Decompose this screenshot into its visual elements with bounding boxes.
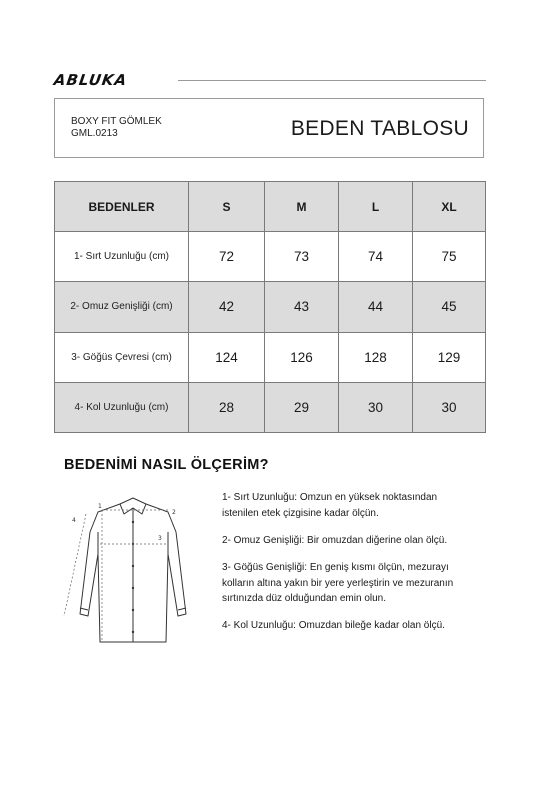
row-value: 126 — [265, 332, 339, 382]
row-value: 73 — [265, 232, 339, 282]
instruction-line: 1- Sırt Uzunluğu: Omzun en yüksek noktasından — [222, 492, 438, 503]
row-value: 44 — [339, 282, 413, 332]
row-value: 30 — [339, 382, 413, 432]
row-value: 129 — [413, 332, 486, 382]
row-value: 124 — [189, 332, 265, 382]
row-label: 4- Kol Uzunluğu (cm) — [55, 382, 189, 432]
brand-divider — [178, 80, 486, 81]
shirt-diagram-icon — [58, 492, 208, 652]
header-box — [54, 98, 484, 158]
instruction-1 — [222, 490, 492, 521]
product-info — [71, 116, 162, 140]
page-title: BEDEN TABLOSU — [290, 117, 469, 140]
header-cell-sizes: BEDENLER — [55, 182, 189, 232]
row-value: 43 — [265, 282, 339, 332]
diagram-label-1: 1 — [98, 503, 102, 510]
row-label: 3- Göğüs Çevresi (cm) — [55, 332, 189, 382]
header-cell-m: M — [265, 182, 339, 232]
size-table-header — [55, 182, 486, 232]
instruction-line: istenilen etek çizgisine kadar ölçün. — [222, 507, 379, 519]
instruction-line: 4- Kol Uzunluğu: Omuzdan bileğe kadar olan ölçü. — [222, 620, 445, 631]
row-value: 30 — [413, 382, 486, 432]
instruction-line: sırtınızda düz olduğundan emin olun. — [222, 593, 386, 604]
row-value: 72 — [189, 232, 265, 282]
row-label: 2- Omuz Genişliği (cm) — [55, 282, 189, 332]
row-value: 29 — [265, 382, 339, 432]
row-value: 42 — [189, 282, 265, 332]
row-value: 128 — [339, 332, 413, 382]
product-code: GML.0213 — [71, 128, 118, 139]
header-cell-s: S — [189, 182, 265, 232]
instruction-line: kolların altına yakın bir yere yerleştirin ve mezuranın — [222, 577, 454, 589]
instruction-line: 2- Omuz Genişliği: Bir omuzdan diğerine olan ölçü. — [222, 535, 448, 546]
row-value: 28 — [189, 382, 265, 432]
table-row — [55, 282, 486, 332]
row-value: 45 — [413, 282, 486, 332]
instruction-line: 3- Göğüs Genişliği: En geniş kısmı ölçün, mezurayı — [222, 562, 449, 573]
row-value: 75 — [413, 232, 486, 282]
diagram-label-3: 3 — [158, 535, 162, 542]
diagram-label-4: 4 — [72, 517, 76, 524]
product-name: BOXY FIT GÖMLEK — [71, 116, 162, 127]
diagram-label-2: 2 — [172, 509, 176, 516]
header-cell-l: L — [339, 182, 413, 232]
howto-title: BEDENİMİ NASIL ÖLÇERİM? — [64, 457, 269, 473]
table-row — [55, 332, 486, 382]
instruction-4 — [222, 618, 492, 634]
row-label: 1- Sırt Uzunluğu (cm) — [55, 232, 189, 282]
table-row — [55, 232, 486, 282]
table-row — [55, 382, 486, 432]
size-table — [54, 181, 486, 433]
header-cell-xl: XL — [413, 182, 486, 232]
row-value: 74 — [339, 232, 413, 282]
instruction-2 — [222, 533, 492, 549]
instruction-3 — [222, 560, 492, 607]
brand-logo: ABLUKA — [52, 71, 129, 89]
